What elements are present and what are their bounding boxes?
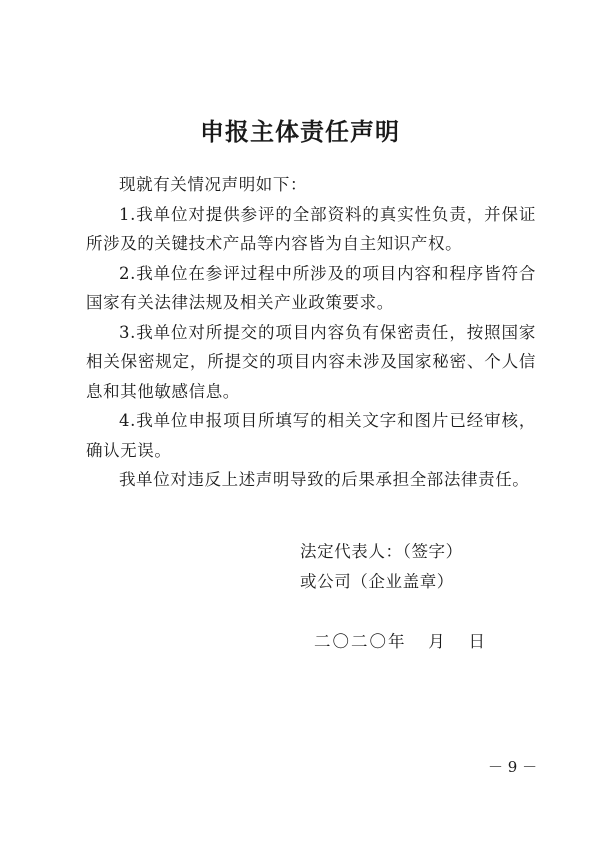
declaration-item-2: 2.我单位在参评过程中所涉及的项目内容和程序皆符合国家有关法律法规及相关产业政策要求。 bbox=[86, 263, 536, 312]
legal-representative-signature: 法定代表人：（签字） bbox=[300, 542, 463, 561]
signing-date: 二〇二〇年 月 日 bbox=[314, 632, 487, 651]
document-body bbox=[86, 170, 536, 495]
company-seal-line: 或公司（企业盖章） bbox=[300, 572, 454, 591]
declaration-item-3: 3.我单位对所提交的项目内容负有保密责任，按照国家相关保密规定，所提交的项目内容未涉及国家秘密、个人信息和其他敏感信息。 bbox=[86, 322, 536, 401]
declaration-item-1: 1.我单位对提供参评的全部资料的真实性负责，并保证所涉及的关键技术产品等内容皆为自主知识产权。 bbox=[86, 204, 536, 253]
liability-statement: 我单位对违反上述声明导致的后果承担全部法律责任。 bbox=[119, 470, 530, 489]
document-title: 申报主体责任声明 bbox=[200, 118, 400, 146]
page-number: － 9 － bbox=[488, 758, 538, 776]
intro-paragraph: 现就有关情况声明如下： bbox=[119, 175, 308, 194]
declaration-item-4: 4.我单位申报项目所填写的相关文字和图片已经审核，确认无误。 bbox=[86, 411, 536, 460]
